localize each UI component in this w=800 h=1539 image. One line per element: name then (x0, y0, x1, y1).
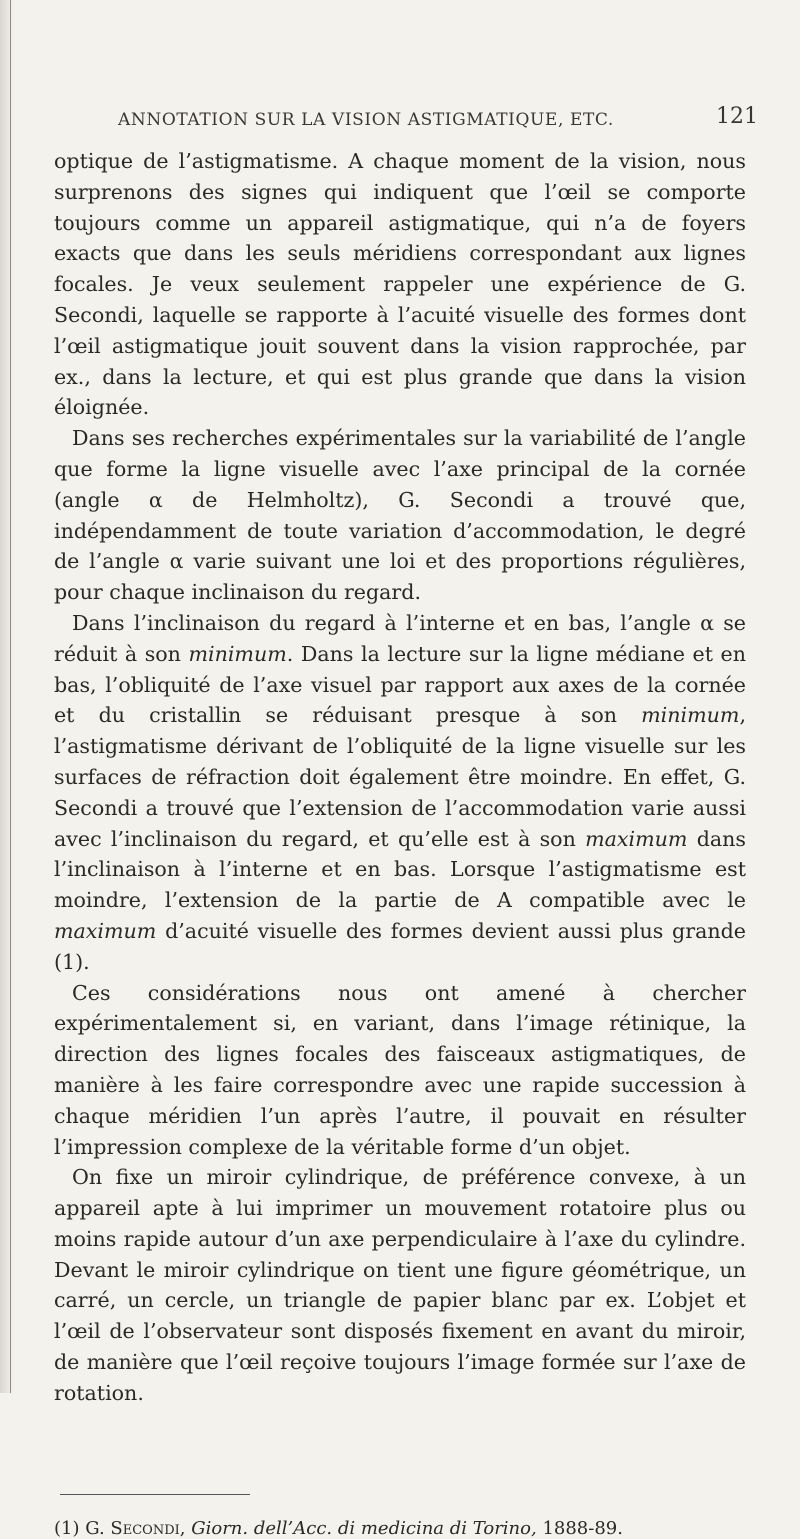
footnote-marker: (1) (54, 1518, 80, 1539)
footnote-rule (60, 1494, 250, 1495)
page-binding-edge (10, 0, 11, 1393)
paragraph-1: optique de l’astigmatisme. A chaque moment de la vision, nous surprenons des signes qui indiquent que l’œil se comporte toujours comme un appareil astigmatique, qui n’a de foyers exacts que dans les seuls méridiens correspondant aux lignes focales. Je veux seulement rappeler une expérience de G. Secondi, laquelle se rapporte à l’acuité visuelle des formes dont l’œil astigmatique jouit souvent dans la vision rapprochée, par ex., dans la lecture, et qui est plus grande que dans la vision éloignée. (54, 149, 746, 420)
body-text (54, 146, 746, 1409)
page-number: 121 (716, 104, 758, 129)
paragraph-3-text: Dans l’inclinaison du regard à l’interne et en bas, l’angle α se réduit à son (54, 610, 746, 666)
paragraph-3-text: . Dans la lecture sur la ligne médiane et en bas, l’obliquité de l’axe visuel par rapport aux axes de la cornée et du cristallin se réduisant presque à son (54, 641, 746, 728)
paragraph-3 (54, 608, 746, 978)
paragraph-5: On fixe un miroir cylindrique, de préférence convexe, à un appareil apte à lui imprimer un mouvement rotatoire plus ou moins rapide autour d’un axe perpendiculaire à l’axe du cylindre. Devant le miroir cylindrique on tient une figure géométrique, un carré, un cercle, un triangle de papier blanc par ex. L’objet et l’œil de l’observateur sont disposés fixement en avant du miroir, de manière que l’œil reçoive toujours l’image formée sur l’axe de rotation. (54, 1165, 746, 1405)
emphasis-minimum: minimum (641, 703, 740, 728)
page-binding-shadow (0, 0, 16, 1393)
footnote-author: G. Secondi, (85, 1518, 186, 1539)
running-title: ANNOTATION SUR LA VISION ASTIGMATIQUE, ETC. (118, 110, 614, 130)
page-header (118, 104, 758, 134)
emphasis-maximum: maximum (585, 826, 688, 851)
paragraph-3-text: dans l’inclinaison à l’interne et en bas. Lorsque l’astigmatisme est moindre, l’extension de la partie de A compatible avec le (54, 826, 746, 913)
paragraph-3-text: , l’astigmatisme dérivant de l’obliquité de la ligne visuelle sur les surfaces de réfraction doit également être moindre. En effet, G. Secondi a trouvé que l’extension de l’accommodation varie aussi avec l’inclinaison du regard, et qu’elle est à son (54, 703, 746, 851)
emphasis-maximum: maximum (54, 918, 157, 943)
paragraph-4: Ces considérations nous ont amené à chercher expérimentalement si, en variant, dans l’image rétinique, la direction des lignes focales des faisceaux astigmatiques, de manière à les faire correspondre avec une rapide succession à chaque méridien l’un après l’autre, il pouvait en résulter l’impression complexe de la véritable forme d’un objet. (54, 980, 746, 1159)
paragraph-3-text: d’acuité visuelle des formes devient aussi plus grande (1). (54, 918, 746, 974)
paragraph-2: Dans ses recherches expérimentales sur la variabilité de l’angle que forme la ligne visuelle avec l’axe principal de la cornée (angle α de Helmholtz), G. Secondi a trouvé que, indépendamment de toute variation d’accommodation, le degré de l’angle α varie suivant une loi et des proportions régulières, pour chaque inclinaison du regard. (54, 426, 746, 605)
footnote-year: 1888-89. (542, 1518, 623, 1539)
footnote (54, 1518, 754, 1539)
footnote-journal: Giorn. dell’Acc. di medicina di Torino, (191, 1518, 537, 1539)
emphasis-minimum: minimum (188, 641, 287, 666)
